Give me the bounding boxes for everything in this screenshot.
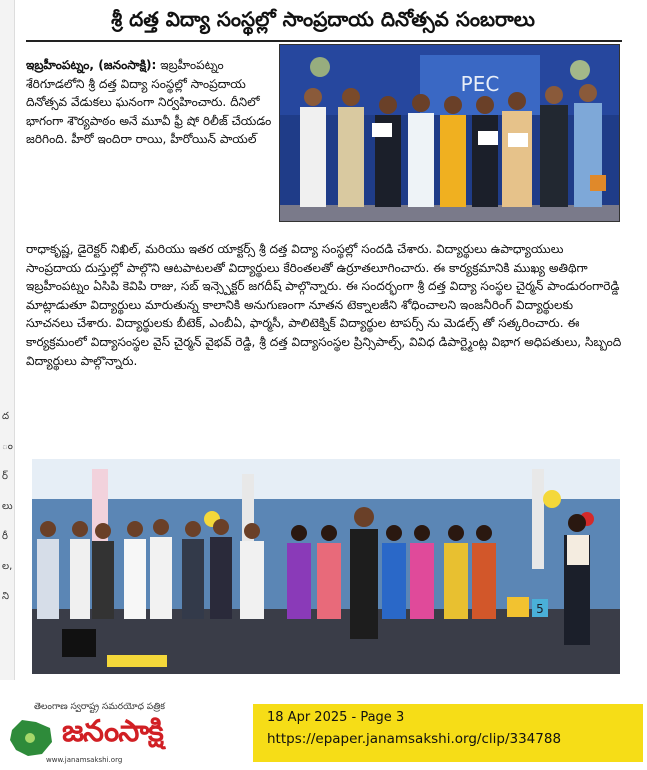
article-main-text: రాధాకృష్ణ, డైరెక్టర్ నిఖిల్, మరియు ఇతర యాక్టర్స్ శ్రీ దత్త విద్యా సంస్థల్లో సందడి చేశారు. విద్యార్థులు ఉపాధ్యాయులు సాంప్రదాయ దుస్తుల్లో పాల్గొని ఆటపాటలతో విద్యార్థులు కేరింతలతో ఉర్రూతలూగించారు. ఈ కార్యక్రమానికి ముఖ్య అతిథిగా ఇబ్రహీంపట్నం ఏసిపి కెవిపి రాజు, సబ్ ఇన్స్పెక్టర్ జగదీష్ పాల్గొన్నారు. ఈ సందర్భంగా శ్రీ దత్త విద్యా సంస్థల చైర్మన్ పాండురంగారెడ్డి మాట్లాడుతూ విద్యార్థులు మారుతున్న కాలానికి అనుగుణంగా నూతన టెక్నాలజీని శోధించాలని ఇంజనీరింగ్ విద్యార్థులకు సూచనలు చేశారు. విద్యార్థులకు బీటెక్, ఎంబీఏ, ఫార్మసీ, పాలిటెక్నిక్ విద్యార్థుల టాపర్స్ ను మెడల్స్ తో సత్కరించారు. ఈ కార్యక్రమంలో విద్యాసంస్థల వైస్ చైర్మన్ వైభవ్ రెడ్డి, శ్రీ దత్త విద్యాసంస్థల ప్రిన్సిపాల్స్, వివిధ డిపార్ట్మెంట్ల విభాగ అధిపతులు, సిబ్బంది విద్యార్థులు పాల్గొన్నారు. (26, 242, 622, 368)
headline-divider (26, 40, 622, 42)
dateline: ఇబ్రహీంపట్నం, (జనంసాక్షి): (26, 58, 157, 72)
balloon-number: 5 (536, 602, 544, 616)
publication-logo[interactable] (6, 698, 246, 764)
stage-banner-text: PEC (460, 72, 500, 96)
cultural-event-photo (32, 459, 620, 674)
adjacent-column-strip (0, 0, 15, 680)
side-fragment: లు (2, 501, 13, 512)
footer (0, 690, 647, 770)
logo-website: www.janamsakshi.org (46, 756, 123, 764)
logo-wordmark: జనంసాక్షి (62, 714, 163, 749)
intro-text: ఇబ్రహీంపట్నం శేరిగూడలోని శ్రీ దత్త విద్యా సంస్థల్లో సాంప్రదాయ దినోత్సవ వేడుకలు ఘనంగా నిర్వహించారు. దీనిలో భాగంగా శౌర్యపాఠం అనే మూవీ ఫ్రీ షో రిలీజ్ చేయడం జరిగింది. హీరో ఇందిరా రాయి, హీరోయిన్ పాయల్ (26, 58, 272, 147)
telangana-map-icon (6, 716, 56, 760)
clip-info-box (253, 704, 643, 762)
side-fragment: ల, (2, 561, 13, 572)
article-intro (26, 56, 276, 238)
edition-date-page: 18 Apr 2025 - Page 3 (267, 710, 405, 725)
article-headline: శ్రీ దత్త విద్యా సంస్థల్లో సాంప్రదాయ దినోత్సవ సంబరాలు (111, 7, 535, 31)
award-ceremony-photo (279, 44, 620, 222)
side-fragment: ం (2, 441, 13, 452)
side-fragment: ర్ (2, 471, 8, 482)
side-fragment: ని (2, 591, 10, 602)
clip-link[interactable]: https://epaper.janamsakshi.org/clip/334788 (267, 731, 562, 747)
side-fragment: ద (2, 411, 10, 422)
logo-tagline: తెలంగాణ స్వరాష్ట్ర సమరయోధ పత్రిక (34, 702, 165, 712)
side-fragment: రీ (2, 531, 8, 542)
